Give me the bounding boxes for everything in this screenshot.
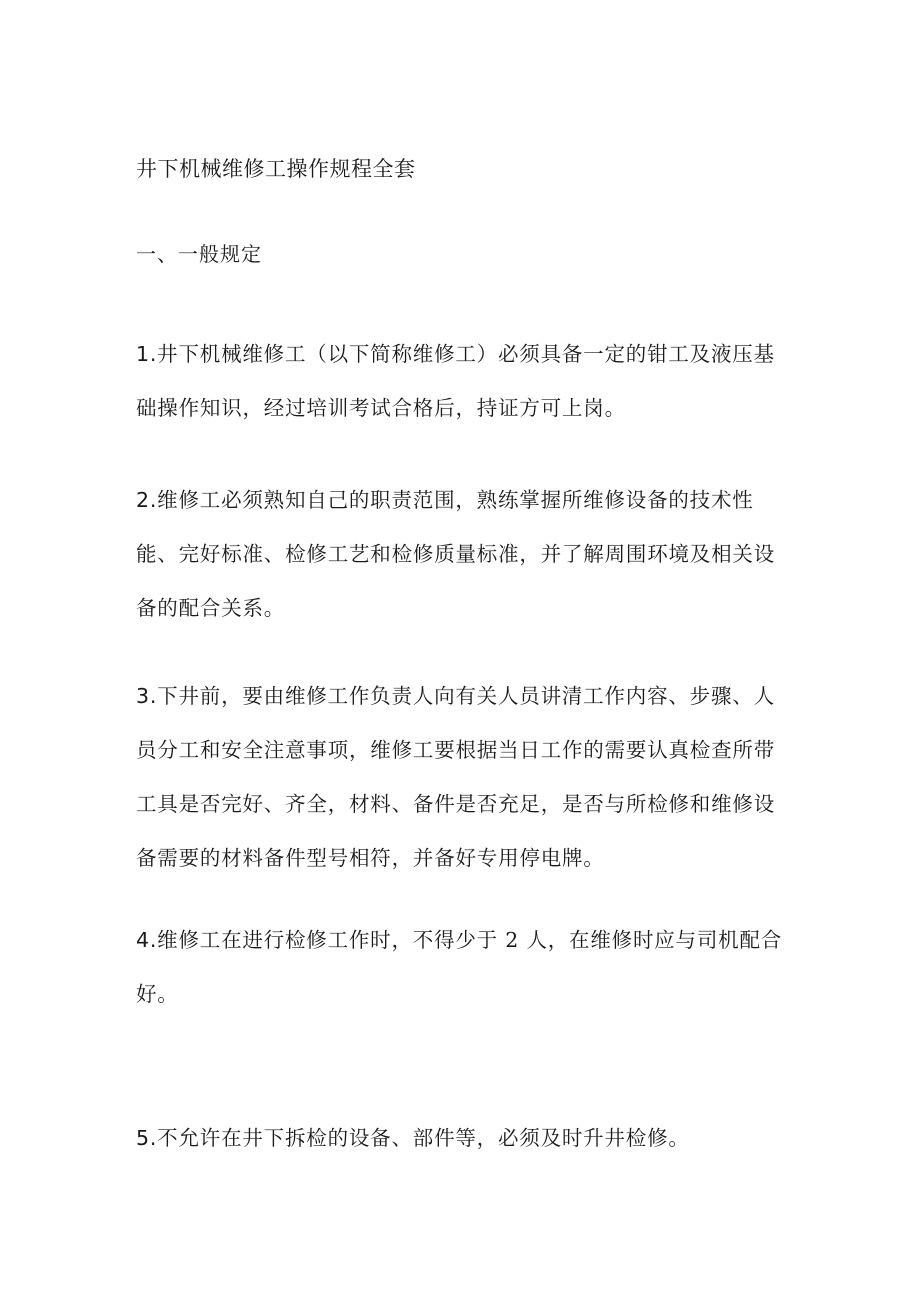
paragraph-5 bbox=[136, 1111, 796, 1165]
paragraph-number: 4. bbox=[136, 928, 158, 952]
paragraph-4 bbox=[136, 913, 796, 1021]
paragraph-number: 1. bbox=[136, 342, 158, 366]
paragraph-number: 5. bbox=[136, 1126, 158, 1150]
paragraph-3 bbox=[136, 669, 796, 885]
paragraph-2 bbox=[136, 473, 796, 635]
paragraph-text: 不允许在井下拆检的设备、部件等，必须及时升井检修。 bbox=[157, 1126, 690, 1150]
paragraph-text: 维修工在进行检修工作时，不得少于 2 人，在维修时应与司机配合好。 bbox=[136, 928, 783, 1006]
paragraph-number: 2. bbox=[136, 488, 158, 512]
document-title: 井下机械维修工操作规程全套 bbox=[136, 157, 416, 181]
paragraph-1 bbox=[136, 327, 796, 435]
paragraph-number: 3. bbox=[136, 684, 158, 708]
paragraph-text: 维修工必须熟知自己的职责范围，熟练掌握所维修设备的技术性能、完好标准、检修工艺和检修质量标准，并了解周围环境及相关设备的配合关系。 bbox=[136, 488, 775, 620]
section-heading: 一、一般规定 bbox=[136, 242, 262, 266]
paragraph-text: 下井前，要由维修工作负责人向有关人员讲清工作内容、步骤、人员分工和安全注意事项，维修工要根据当日工作的需要认真检查所带工具是否完好、齐全，材料、备件是否充足，是否与所检修和维修设备需要的材料备件型号相符，并备好专用停电牌。 bbox=[136, 684, 775, 870]
paragraph-text: 井下机械维修工（以下简称维修工）必须具备一定的钳工及液压基础操作知识，经过培训考试合格后，持证方可上岗。 bbox=[136, 342, 775, 420]
